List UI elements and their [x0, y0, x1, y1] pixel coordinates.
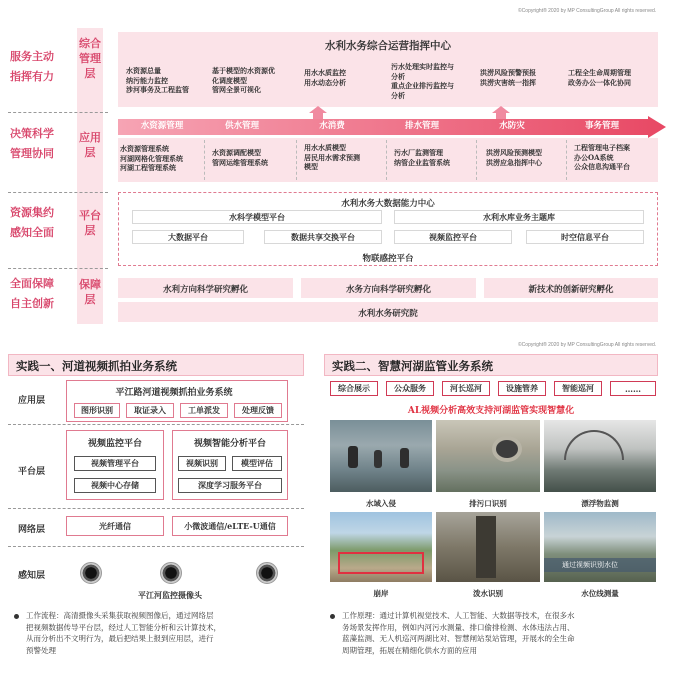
tab-water-resource: 水资源管理 — [140, 121, 184, 131]
photo-water-intrusion — [330, 420, 432, 492]
camera-label: 平江河监控摄像头 — [138, 590, 202, 600]
tab-water-consumption: 水消费 — [319, 121, 345, 131]
tab-affairs: 事务管理 — [584, 121, 619, 131]
right-panel-title: 实践二、智慧河湖监管业务系统 — [332, 359, 493, 373]
bullet-dot — [14, 614, 19, 619]
model-evaluation: 模型评估 — [232, 456, 282, 471]
camera-icon — [160, 562, 182, 584]
caption-splash: 泼水识别 — [473, 589, 503, 598]
bullet-dot — [330, 614, 335, 619]
deep-learning-platform: 深度学习服务平台 — [178, 478, 282, 493]
guarantee-institute-label: 水利水务研究院 — [358, 309, 418, 319]
app-item-1: 水资源管理系统 河湖网格化管理系统 河湖工程管理系统 — [120, 144, 183, 172]
app-item-3: 用水水质模型 居民用水需求预测 模型 — [304, 143, 360, 171]
platform-theme-db: 水利水库业务主题库 — [394, 210, 644, 224]
cc-item-3: 用水水质监控 用水动态分析 — [304, 68, 346, 87]
photo-splash — [436, 512, 540, 582]
cc-item-1: 水资源总量 纳污能力监控 涉河事务及工程监管 — [126, 66, 189, 94]
left-sep-2 — [8, 508, 304, 509]
command-center-items — [118, 62, 658, 106]
cc-item-2: 基于模型的水资源优 化调度模型 管网全景可视化 — [212, 66, 275, 94]
guarantee-label-2: 水务方向科学研究孵化 — [345, 285, 431, 295]
right-description: 工作原理：通过计算机视觉技术、人工智能、大数据等技术，在很多水 务场景发挥作用，例如内河污水测量、排口偷排检测、水体违法占用、 蓝藻监测、无人机巡河两湖比对、智慧闸站泵站管理，开展水的全生命 周期管理，拓展在精细化供水方面的应用 — [342, 611, 575, 655]
caption-bank-collapse: 崩岸 — [373, 589, 389, 598]
app-item-6: 工程管理电子档案 办公OA系统 公众信息沟通平台 — [574, 143, 630, 171]
separator-3 — [8, 268, 108, 269]
layer-label-sensing: 感知层 — [18, 571, 46, 581]
app-dividers — [118, 140, 658, 180]
caption-floating: 漂浮物监测 — [581, 499, 619, 508]
cat-platform: 平台 层 — [79, 209, 101, 237]
copyright-top: ©Copyright® 2020 by MP ConsultingGroup All rights reserved. — [518, 8, 657, 14]
tag-facility: 设施管养 — [498, 381, 546, 396]
video-manage-platform: 视频管理平台 — [74, 456, 156, 471]
tab-drainage: 排水管理 — [404, 121, 439, 131]
platform-spatiotemporal: 时空信息平台 — [526, 230, 644, 244]
separator-2 — [8, 192, 108, 193]
camera-icon — [256, 562, 278, 584]
video-monitor-platform: 视频监控平台 — [74, 434, 156, 450]
guarantee-label-1: 水利方向科学研究孵化 — [162, 285, 248, 295]
microwave-comm: 小微波通信/eLTE-U通信 — [172, 516, 288, 536]
photo-water-level — [544, 512, 656, 582]
app-item-4: 污水厂监测管理 纳管企业监管系统 — [394, 148, 450, 167]
platform-data-exchange: 数据共享交换平台 — [264, 230, 382, 244]
app-item-work-order: 工单派发 — [180, 403, 228, 418]
tab-flood-prevention: 水防灾 — [499, 121, 525, 131]
left-sep-1 — [8, 424, 304, 425]
photo-floating — [544, 420, 656, 492]
layer-label-platform: 平台层 — [18, 467, 46, 477]
photo-bank-collapse — [330, 512, 432, 582]
platform-bigdata: 大数据平台 — [132, 230, 244, 244]
video-recognition: 视频识别 — [178, 456, 226, 471]
cc-item-6: 工程全生命周期管理 政务办公一体化协同 — [568, 68, 631, 87]
video-center-storage: 视频中心存储 — [74, 478, 156, 493]
tag-public-service: 公众服务 — [386, 381, 434, 396]
row-label-3: 资源集约 感知全面 — [10, 206, 54, 239]
cat-guarantee: 保障 层 — [79, 278, 101, 306]
cc-item-4: 污水处理实时监控与 分析 重点企业排污监控与 分析 — [391, 62, 454, 100]
video-ai-platform: 视频智能分析平台 — [176, 434, 284, 450]
layer-label-app: 应用层 — [18, 396, 46, 406]
command-center-title: 水利水务综合运营指挥中心 — [325, 40, 451, 52]
tab-water-supply: 供水管理 — [224, 121, 259, 131]
left-app-title: 平江路河道视频抓拍业务系统 — [74, 383, 274, 399]
tag-river-patrol: 河长巡河 — [442, 381, 490, 396]
app-item-evidence-entry: 取证录入 — [126, 403, 174, 418]
platform-video: 视频监控平台 — [394, 230, 512, 244]
cat-integrated: 综合 管理 层 — [79, 37, 101, 80]
row-label-2: 决策科学 管理协同 — [10, 127, 54, 160]
camera-icon — [80, 562, 102, 584]
caption-water-intrusion: 水域入侵 — [366, 499, 396, 508]
right-subtitle: AL视频分析高效支持河湖监管实现智慧化 — [407, 406, 575, 416]
photo-overlay-text: 通过视频识别水位 — [562, 562, 618, 569]
photo-outfall — [436, 420, 540, 492]
app-item-pattern-recognition: 图形识别 — [74, 403, 120, 418]
left-panel-title: 实践一、河道视频抓拍业务系统 — [16, 359, 177, 373]
app-item-5: 洪涝风险预测模型 洪涝应急指挥中心 — [486, 148, 542, 167]
caption-water-level: 水位线测量 — [581, 589, 619, 598]
separator-1 — [8, 112, 108, 113]
platform-iot: 物联感控平台 — [362, 254, 414, 264]
copyright-bottom: ©Copyright® 2020 by MP ConsultingGroup All rights reserved. — [518, 342, 657, 348]
guarantee-label-3: 新技术的创新研究孵化 — [528, 285, 614, 295]
platform-title: 水利水务大数据能力中心 — [341, 199, 435, 209]
left-sep-3 — [8, 546, 304, 547]
left-description: 工作流程：高清摄像头采集获取视频图像后，通过网络层 把视频数据传导平台层，经过人工智能分析和云计算技术， 从而分析出不文明行为，最后把结果上报到应用层，进行 预警处理 — [26, 611, 221, 655]
fiber-comm: 光纤通信 — [66, 516, 164, 536]
app-item-2: 水资源调配模型 管网运维管理系统 — [212, 148, 268, 167]
tag-smart-patrol: 智能巡河 — [554, 381, 602, 396]
row-label-4: 全面保障 自主创新 — [10, 277, 54, 310]
platform-science-model: 水科学模型平台 — [132, 210, 382, 224]
caption-outfall: 排污口识别 — [469, 499, 507, 508]
cat-application: 应用 层 — [79, 131, 101, 159]
row-label-1: 服务主动 指挥有力 — [10, 50, 54, 83]
cc-item-5: 洪涝风险预警预报 洪涝灾害统一指挥 — [480, 68, 536, 87]
tag-overview: 综合展示 — [330, 381, 378, 396]
tag-more: …… — [610, 381, 656, 396]
layer-label-network: 网络层 — [18, 525, 46, 535]
app-item-feedback: 处理反馈 — [234, 403, 282, 418]
